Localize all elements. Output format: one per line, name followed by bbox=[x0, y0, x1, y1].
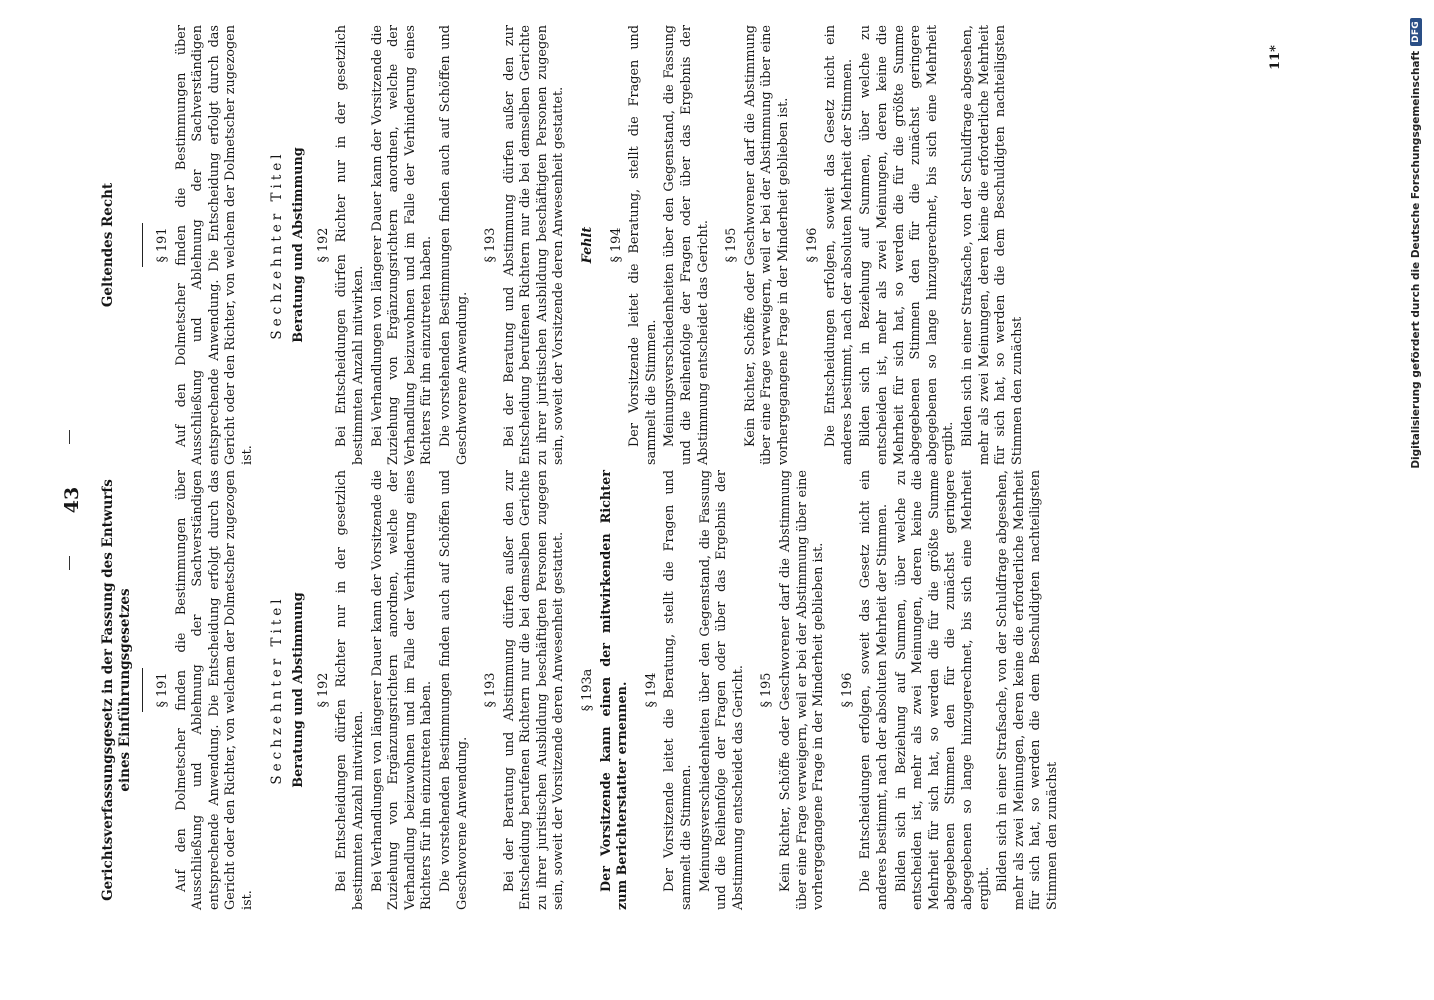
title-rule bbox=[142, 223, 143, 267]
section-text: Die vorstehenden Bestimmungen finden auch auf Schöffen und Geschworene Anwendung. bbox=[437, 25, 470, 465]
digitization-note: Digitalisierung gefördert durch die Deutsche Forschungsgemeinschaft bbox=[1410, 50, 1422, 469]
section-number: § 196 bbox=[804, 227, 820, 263]
section-191 bbox=[155, 25, 257, 465]
section-196 bbox=[805, 25, 1027, 465]
section-number: § 192 bbox=[315, 227, 331, 263]
header-dash-left bbox=[69, 556, 70, 570]
section-number: § 195 bbox=[724, 227, 740, 263]
section-194 bbox=[609, 25, 713, 465]
section-text: Bei der Beratung und Abstimmung dürfen außer den zur Entscheidung berufenen Richtern nur die bei demselben Gerichte zu ihrer juristischen Ausbildung beschäftigten Personen zugegen sein, soweit der Vorsitzende deren Anwesenheit gestattet. bbox=[501, 25, 567, 465]
section-number: § 193 bbox=[483, 227, 499, 263]
section-text: Bei Entscheidungen dürfen Richter nur in der gesetzlich bestimmten Anzahl mitwirken. bbox=[334, 25, 366, 465]
title-rule bbox=[142, 668, 143, 712]
title-subheading: Beratung und Abstimmung bbox=[291, 592, 307, 788]
section-193a bbox=[580, 470, 632, 910]
section-text: Bei Verhandlungen von längerer Dauer kann der Vorsitzende die Zuziehung von Ergänzungsrichtern anordnen, welche der Verhandlung beizuwohnen und im Falle der Verhinderung eines Richters für ihn einzutreten haben. bbox=[369, 470, 435, 910]
missing-note: Fehlt bbox=[580, 226, 596, 264]
section-text: Bilden sich in einer Strafsache, von der Schuldfrage abgesehen, mehr als zwei Meinungen, deren keine die erforderliche Mehrheit für sich hat, so werden die dem Beschuldigten nachteiligsten Stimmen den zunächst bbox=[959, 25, 1025, 465]
title-heading: Sechzehnter Titel bbox=[268, 595, 285, 785]
section-196 bbox=[840, 470, 1062, 910]
section-number: § 195 bbox=[759, 672, 775, 708]
section-text: Die Entscheidungen erfolgen, soweit das Gesetz nicht ein anderes bestimmt, nach der absoluten Mehrheit der Stimmen. bbox=[823, 25, 855, 465]
section-193 bbox=[483, 25, 568, 465]
section-number: § 191 bbox=[155, 672, 170, 708]
right-column-title: Geltendes Recht bbox=[100, 182, 116, 308]
section-text: Auf den Dolmetscher finden die Bestimmungen über Ausschließung und Ablehnung der Sachverständigen entsprechende Anwendung. Die Entscheidung erfolgt durch das Gericht oder den Richter, von welchem der Dolmetscher zugezogen ist. bbox=[173, 25, 255, 465]
section-text: Die Entscheidungen erfolgen, soweit das Gesetz nicht ein anderes bestimmt, nach der absoluten Mehrheit der Stimmen. bbox=[858, 470, 890, 910]
section-missing bbox=[580, 25, 597, 465]
section-text: Kein Richter, Schöffe oder Geschworener darf die Abstimmung über eine Frage verweigern, weil er bei der Abstimmung über eine vorhergegangene Frage in der Minderheit geblieben ist. bbox=[742, 25, 791, 465]
section-195 bbox=[724, 25, 792, 465]
section-194 bbox=[644, 470, 748, 910]
section-text: Bei Verhandlungen von längerer Dauer kann der Vorsitzende die Zuziehung von Ergänzungsrichtern anordnen, welche der Verhandlung beizuwohnen und im Falle der Verhinderung eines Richters für ihn einzutreten haben. bbox=[369, 25, 435, 465]
section-193 bbox=[483, 470, 568, 910]
section-number: § 193a bbox=[580, 668, 596, 712]
section-number: § 193 bbox=[483, 672, 499, 708]
dfg-logo: DFG bbox=[1410, 18, 1422, 46]
section-text: Bei der Beratung und Abstimmung dürfen außer den zur Entscheidung berufenen Richtern nur die bei demselben Gerichte zu ihrer juristischen Ausbildung beschäftigten Personen zugegen sein, soweit der Vorsitzende deren Anwesenheit gestattet. bbox=[501, 470, 567, 910]
left-column bbox=[100, 470, 1074, 910]
section-191 bbox=[155, 470, 257, 910]
section-number: § 194 bbox=[643, 672, 659, 708]
section-text: Bilden sich in einer Strafsache, von der Schuldfrage abgesehen, mehr als zwei Meinungen, deren keine die erforderliche Mehrheit für sich hat, so werden die dem Beschuldigten nachteiligsten Stimmen den zunächst bbox=[995, 470, 1060, 910]
section-text: Auf den Dolmetscher finden die Bestimmungen über Ausschließung und Ablehnung der Sachverständigen entsprechende Anwendung. Die Entscheidung erfolgt durch das Gericht oder den Richter, von welchem der Dolmetscher zugezogen ist. bbox=[173, 470, 255, 910]
digitization-strip bbox=[1405, 0, 1427, 1000]
page-number: 43 bbox=[61, 486, 83, 514]
section-text: Die vorstehenden Bestimmungen finden auch auf Schöffen und Geschworene Anwendung. bbox=[437, 470, 470, 910]
section-number: § 194 bbox=[608, 227, 624, 263]
title-subheading: Beratung und Abstimmung bbox=[291, 147, 307, 343]
section-number: § 191 bbox=[155, 227, 170, 263]
right-column bbox=[100, 25, 1038, 465]
section-number: § 196 bbox=[839, 672, 855, 708]
header-dash-right bbox=[69, 430, 70, 444]
section-192 bbox=[316, 470, 471, 910]
left-column-title: Gerichtsverfassungsgesetz in der Fassung des Entwurfs eines Einführungsgesetzes bbox=[100, 479, 133, 901]
section-text: Meinungsverschiedenheiten über den Gegenstand, die Fassung und die Reihenfolge der Fragen oder über das Ergebnis der Abstimmung entscheidet das Gericht. bbox=[662, 25, 711, 465]
section-text: Kein Richter, Schöffe oder Geschworener darf die Abstimmung über eine Frage verweigern, weil er bei der Abstimmung über eine vorhergegangene Frage in der Minderheit geblieben ist. bbox=[778, 470, 827, 910]
section-text: Bilden sich in Beziehung auf Summen, über welche zu entscheiden ist, mehr als zwei Meinungen, deren keine die Mehrheit für sich hat, so werden die für die größte Summe abgegebenen Stimmen den für die zunächst geringere abgegebenen so lange hinzugerechnet, bis sich eine Mehrheit ergibt. bbox=[893, 470, 992, 910]
section-text: Bilden sich in Beziehung auf Summen, über welche zu entscheiden ist, mehr als zwei Meinungen, deren keine die Mehrheit für sich hat, so werden die für die größte Summe abgegebenen Stimmen den für die zunächst geringere abgegebenen so lange hinzugerechnet, bis sich eine Mehrheit ergibt. bbox=[858, 25, 957, 465]
section-text: Meinungsverschiedenheiten über den Gegenstand, die Fassung und die Reihenfolge der Fragen oder über das Ergebnis der Abstimmung entscheidet das Gericht. bbox=[697, 470, 746, 910]
section-192 bbox=[316, 25, 471, 465]
section-text: Der Vorsitzende leitet die Beratung, stellt die Fragen und sammelt die Stimmen. bbox=[662, 470, 695, 910]
section-text: Der Vorsitzende leitet die Beratung, stellt die Fragen und sammelt die Stimmen. bbox=[627, 25, 659, 465]
section-text: Bei Entscheidungen dürfen Richter nur in der gesetzlich bestimmten Anzahl mitwirken. bbox=[334, 470, 366, 910]
signature-mark: 11* bbox=[1268, 45, 1283, 70]
title-heading: Sechzehnter Titel bbox=[268, 150, 285, 340]
page-header bbox=[55, 0, 95, 1000]
section-text: Der Vorsitzende kann einen der mitwirkenden Richter zum Berichterstatter ernennen. bbox=[598, 470, 631, 910]
section-195 bbox=[759, 470, 827, 910]
section-number: § 192 bbox=[315, 672, 331, 708]
